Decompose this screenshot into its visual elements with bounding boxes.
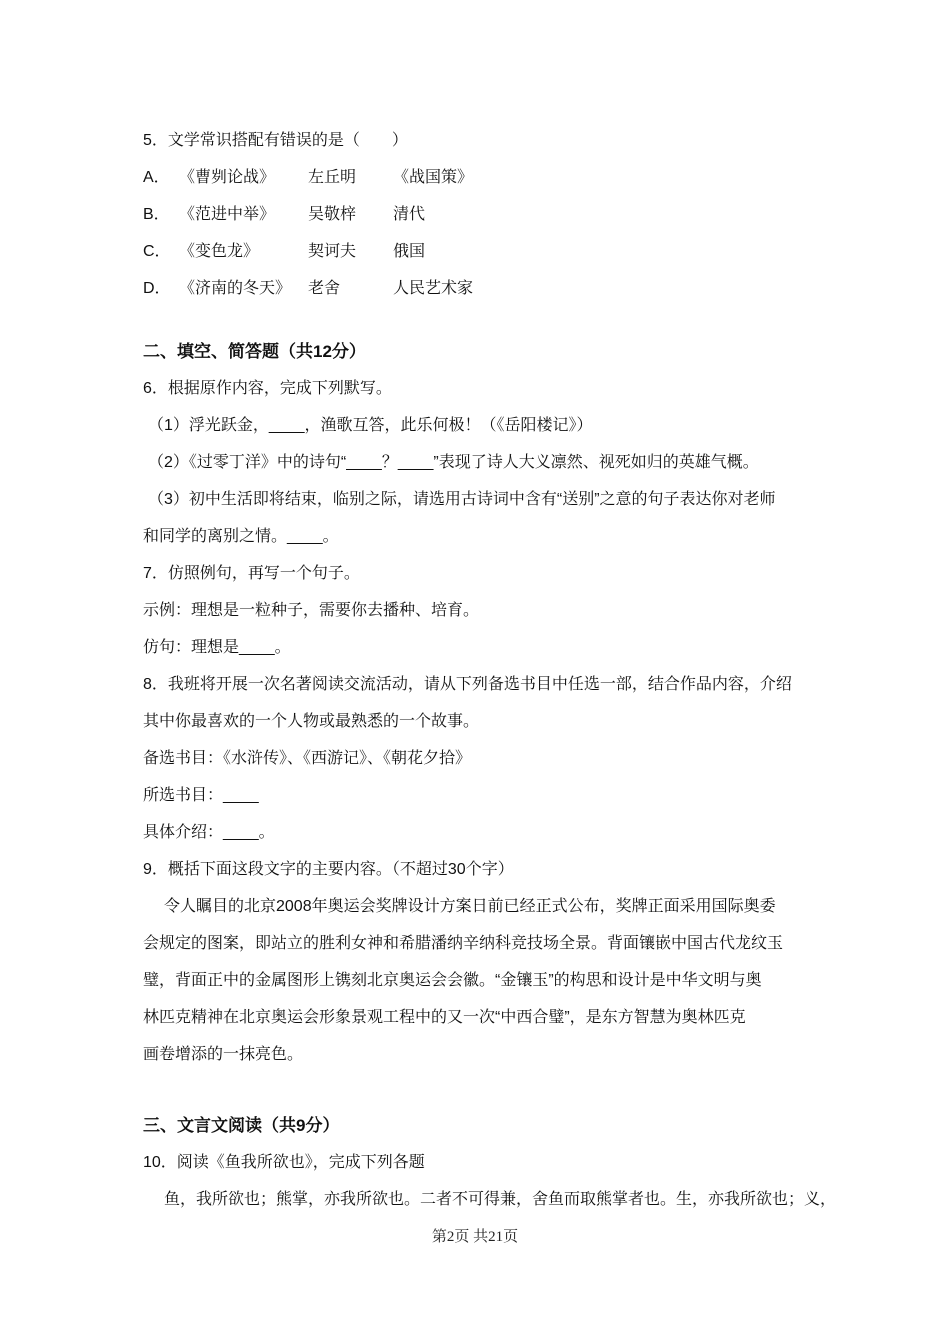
option-d-title: 《济南的冬天》	[179, 280, 292, 297]
q8-intro: 8．我班将开展一次名著阅读交流活动，请从下列备选书目中任选一部，结合作品内容，介绍	[143, 676, 792, 693]
q8-introduction: 具体介绍：____。	[143, 824, 275, 841]
option-d-label: D．	[143, 280, 171, 297]
q6-blank-3-cont: 和同学的离别之情。____。	[143, 528, 339, 545]
q7-imitate: 仿句：理想是____。	[143, 639, 291, 656]
q9-passage-line-3: 璧，背面正中的金属图形上镌刻北京奥运会会徽。“金镶玉”的构思和设计是中华文明与奥	[143, 972, 762, 989]
option-a-label: A．	[143, 169, 170, 186]
q9-passage-line-1: 令人瞩目的北京2008年奥运会奖牌设计方案日前已经正式公布，奖牌正面采用国际奥委	[164, 898, 776, 915]
option-row-b	[143, 196, 815, 233]
option-c-title: 《变色龙》	[179, 243, 260, 260]
page-footer	[0, 1226, 950, 1248]
section-2-heading: 二、填空、简答题（共12分）	[143, 342, 366, 361]
q8-chosen-book: 所选书目：____	[143, 787, 259, 804]
question-8	[143, 666, 815, 851]
q7-intro: 7．仿照例句，再写一个句子。	[143, 565, 360, 582]
option-c-label: C．	[143, 243, 171, 260]
page-number: 第2页 共21页	[431, 1229, 519, 1245]
option-b-label: B．	[143, 206, 170, 223]
option-b-author: 吴敬梓	[308, 206, 357, 223]
q10-intro: 10．阅读《鱼我所欲也》，完成下列各题	[143, 1154, 425, 1171]
option-b-title: 《范进中举》	[179, 206, 276, 223]
q9-passage-line-4: 林匹克精神在北京奥运会形象景观工程中的又一次“中西合璧”，是东方智慧为奥林匹克	[143, 1009, 746, 1026]
question-9	[143, 851, 815, 1073]
option-a-work: 《战国策》	[393, 169, 474, 186]
q6-blank-2: （2）《过零丁洋》中的诗句“____？____”表现了诗人大义凛然、视死如归的英雄气概。	[148, 454, 759, 471]
q6-blank-3: （3）初中生活即将结束，临别之际，请选用古诗词中含有“送别”之意的句子表达你对老师	[148, 491, 776, 508]
q8-intro-cont: 其中你最喜欢的一个人物或最熟悉的一个故事。	[143, 713, 480, 730]
q6-intro: 6．根据原作内容，完成下列默写。	[143, 380, 392, 397]
q6-blank-1: （1）浮光跃金，____，渔歌互答，此乐何极！（《岳阳楼记》）	[148, 417, 593, 434]
q9-passage-line-2: 会规定的图案，即站立的胜利女神和希腊潘纳辛纳科竞技场全景。背面镶嵌中国古代龙纹玉	[143, 935, 784, 952]
option-d-author: 老舍	[308, 280, 341, 297]
question-10	[143, 1144, 837, 1218]
section-3-heading: 三、文言文阅读（共9分）	[143, 1116, 340, 1135]
q8-book-list: 备选书目：《水浒传》、《西游记》、《朝花夕拾》	[143, 750, 472, 767]
option-row-d	[143, 270, 815, 307]
option-b-work: 清代	[393, 206, 426, 223]
option-c-work: 俄国	[393, 243, 426, 260]
q9-intro: 9．概括下面这段文字的主要内容。（不超过30个字）	[143, 861, 514, 878]
q7-example: 示例：理想是一粒种子，需要你去播种、培育。	[143, 602, 480, 619]
q9-passage-line-5: 画卷增添的一抹亮色。	[143, 1046, 304, 1063]
option-d-work: 人民艺术家	[393, 280, 474, 297]
option-row-c	[143, 233, 815, 270]
option-row-a	[143, 159, 815, 196]
question-7	[143, 555, 815, 666]
question-5	[143, 122, 815, 307]
option-c-author: 契诃夫	[308, 243, 357, 260]
question-5-text: 5．文学常识搭配有错误的是（ ）	[143, 132, 408, 149]
q10-passage-line: 鱼，我所欲也；熊掌，亦我所欲也。二者不可得兼，舍鱼而取熊掌者也。生，亦我所欲也；义，	[164, 1191, 837, 1208]
option-a-author: 左丘明	[308, 169, 357, 186]
option-a-title: 《曹刿论战》	[179, 169, 276, 186]
question-6	[143, 370, 815, 555]
